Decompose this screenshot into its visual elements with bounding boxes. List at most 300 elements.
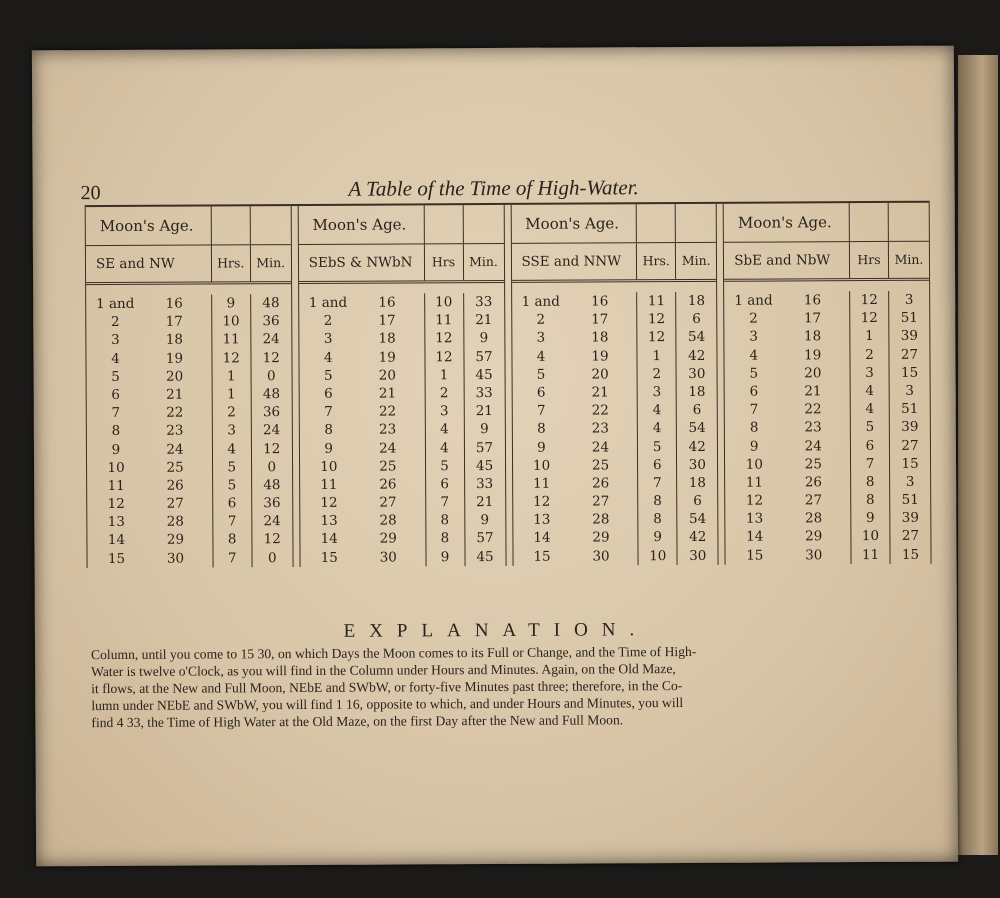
minutes-cell: 54: [688, 420, 706, 437]
day-cell: 26: [166, 477, 184, 494]
hours-cell: 2: [439, 385, 449, 402]
explanation-line: Column, until you come to 15 30, on which Days the Moon comes to its Full or Change, and the Time of High-: [90, 643, 697, 663]
day-cell: 1 and: [521, 293, 560, 310]
hours-cell: 4: [865, 382, 875, 399]
table-row: [726, 528, 851, 547]
minutes-cell: 33: [475, 384, 493, 402]
book-page: [32, 46, 958, 867]
minutes-cell: 24: [263, 513, 281, 530]
next-page-edge: [958, 55, 998, 855]
day-cell: 30: [379, 549, 397, 566]
day-cell: 25: [591, 457, 610, 474]
header-blank-cell: [888, 203, 929, 241]
table-body: [86, 284, 292, 568]
day-cell: 30: [805, 546, 823, 564]
hours-cell: 10: [649, 547, 667, 564]
table-row: [86, 313, 211, 332]
hours-cell: 5: [227, 459, 237, 476]
table-row: [299, 348, 424, 367]
hours-cell: 5: [227, 477, 237, 494]
day-cell: 15: [320, 549, 338, 566]
table-row: [299, 312, 424, 331]
hours-cell: 1: [652, 347, 662, 364]
table-row: [87, 549, 212, 568]
table-row: [299, 366, 424, 385]
minutes-cell: 27: [901, 528, 920, 545]
minutes-cell: 30: [688, 456, 706, 473]
hours-cell: 2: [227, 404, 236, 421]
minutes-cell: 21: [475, 312, 493, 329]
day-cell: 13: [107, 514, 125, 531]
day-cell: 23: [804, 419, 822, 436]
table-body: [724, 281, 930, 565]
day-cell: 9: [324, 440, 334, 457]
header-blank-cell: [636, 204, 675, 242]
minutes-cell: 9: [480, 421, 489, 438]
header-blank-cell: [675, 204, 716, 242]
day-cell: 17: [165, 313, 183, 330]
hours-cell: 7: [653, 475, 662, 492]
hours-cell: 2: [865, 346, 874, 363]
hours-cell: 4: [227, 440, 237, 457]
day-cell: 12: [107, 496, 125, 513]
table-row: [300, 439, 425, 458]
table-row: [512, 347, 637, 366]
minutes-cell: 39: [900, 328, 919, 345]
table-row: [512, 365, 637, 384]
hours-cell: 8: [440, 530, 450, 547]
minutes-cell: 18: [688, 474, 707, 491]
minutes-cell: 39: [901, 419, 919, 436]
hours-cell: 12: [647, 329, 666, 346]
minutes-cell: 15: [900, 364, 919, 381]
day-cell: 24: [379, 440, 397, 457]
minutes-cell: 42: [688, 438, 706, 455]
day-cell: 21: [591, 384, 609, 401]
table-row: [512, 401, 637, 420]
table-body: [512, 282, 718, 566]
header-blank-cell: [462, 205, 503, 243]
explanation-line: find 4 33, the Time of High Water at the Old Maze, on the first Day after the New and Full Moon.: [91, 712, 624, 731]
table-row: [725, 491, 850, 510]
hours-cell: 6: [227, 495, 237, 512]
hours-column: [211, 294, 251, 567]
minutes-cell: 36: [262, 313, 280, 330]
table-row: [513, 474, 638, 493]
table-row: [513, 492, 638, 511]
day-cell: 7: [324, 403, 333, 421]
table-row: [300, 421, 425, 440]
day-cell: 18: [165, 332, 184, 349]
direction-header: SbE and NbW: [734, 252, 831, 269]
day-cell: 4: [323, 349, 333, 366]
hours-cell: 7: [227, 513, 237, 530]
day-cell: 5: [536, 366, 546, 383]
hours-column: [636, 292, 676, 565]
table-row: [87, 495, 212, 514]
day-cell: 5: [111, 368, 120, 385]
table-row: [87, 404, 212, 423]
day-cell: 24: [804, 437, 822, 454]
day-cell: 10: [107, 459, 125, 476]
hours-cell: 11: [861, 546, 880, 563]
day-cell: 5: [323, 367, 333, 384]
day-cell: 2: [110, 314, 120, 331]
hours-cell: 10: [435, 294, 453, 311]
day-cell: 16: [165, 295, 183, 312]
table-row: [513, 511, 638, 530]
day-cell: 6: [324, 385, 333, 402]
age-header-row: [511, 204, 716, 244]
minutes-cell: 0: [267, 458, 277, 475]
hours-header: Hrs.: [636, 243, 675, 279]
minutes-cell: 45: [476, 548, 494, 565]
hours-cell: 12: [647, 311, 666, 328]
hours-header: Hrs: [423, 244, 462, 280]
minutes-cell: 45: [475, 457, 494, 474]
minutes-header: Min.: [250, 245, 291, 281]
header-blank-cell: [210, 206, 249, 244]
day-cell: 29: [166, 532, 185, 549]
day-cell: 21: [804, 383, 822, 400]
hours-header: Hrs.: [211, 245, 250, 281]
day-cell: 17: [378, 312, 396, 329]
day-cell: 20: [804, 365, 822, 382]
day-cell: 28: [804, 510, 823, 527]
day-cell: 10: [320, 458, 338, 475]
day-cell: 8: [324, 422, 333, 439]
day-cell: 25: [379, 458, 397, 475]
day-cell: 18: [378, 330, 396, 347]
day-cell: 7: [749, 401, 759, 418]
day-cell: 19: [804, 346, 822, 363]
day-cell: 4: [749, 347, 759, 364]
day-cell: 3: [536, 330, 546, 347]
table-row: [724, 291, 849, 310]
day-cell: 6: [536, 384, 546, 401]
minutes-header: Min.: [888, 242, 929, 278]
day-cell: 28: [379, 512, 397, 529]
day-cell: 12: [533, 493, 551, 510]
day-cell: 18: [591, 329, 609, 346]
table-blocks: [85, 203, 932, 568]
minutes-cell: 27: [900, 346, 919, 363]
table-row: [300, 493, 425, 512]
hours-cell: 5: [440, 457, 449, 474]
day-cell: 8: [111, 423, 121, 440]
day-cell: 16: [378, 294, 396, 311]
day-cell: 26: [379, 476, 397, 493]
direction-header: SSE and NNW: [521, 253, 622, 270]
days-column: [724, 291, 850, 564]
hours-cell: 8: [440, 512, 450, 529]
table-row: [725, 364, 850, 383]
minutes-cell: 15: [901, 455, 919, 472]
minutes-cell: 57: [475, 348, 493, 365]
day-cell: 17: [803, 310, 822, 327]
hours-cell: 7: [440, 494, 450, 511]
age-header-row: [86, 206, 291, 246]
day-cell: 28: [592, 511, 610, 528]
hours-cell: 11: [435, 312, 453, 329]
table-row: [726, 509, 851, 528]
day-cell: 20: [165, 368, 184, 385]
minutes-column: [888, 291, 930, 564]
minutes-cell: 51: [900, 309, 918, 327]
table-row: [725, 400, 850, 419]
table-block: [510, 204, 719, 566]
day-cell: 3: [323, 331, 333, 348]
age-header-row: [298, 205, 503, 245]
day-cell: 8: [537, 421, 546, 438]
day-cell: 10: [745, 456, 763, 473]
minutes-cell: 18: [688, 383, 706, 400]
day-cell: 22: [591, 402, 609, 419]
hours-cell: 8: [865, 473, 875, 490]
table-row: [512, 292, 637, 311]
day-cell: 15: [107, 550, 126, 567]
minutes-cell: 12: [263, 531, 281, 548]
day-cell: 25: [804, 455, 822, 473]
hours-cell: 3: [865, 364, 874, 381]
high-water-table: [85, 201, 932, 568]
table-row: [87, 531, 212, 550]
table-row: [512, 420, 637, 439]
hours-cell: 7: [227, 549, 237, 567]
table-row: [725, 437, 850, 456]
moon-age-header: Moon's Age.: [312, 215, 407, 234]
day-cell: 3: [111, 332, 120, 349]
moon-age-header: Moon's Age.: [525, 214, 620, 233]
day-cell: 28: [166, 513, 184, 530]
table-row: [513, 456, 638, 475]
day-cell: 25: [166, 459, 184, 476]
day-cell: 27: [592, 493, 610, 510]
minutes-cell: 21: [476, 494, 494, 511]
minutes-header: Min.: [675, 243, 716, 279]
hours-cell: 11: [222, 331, 240, 348]
minutes-cell: 51: [901, 400, 919, 417]
minutes-cell: 30: [688, 365, 706, 382]
day-cell: 16: [591, 293, 609, 310]
minutes-cell: 57: [476, 530, 494, 547]
direction-header-row: [86, 245, 291, 285]
minutes-cell: 9: [480, 512, 490, 529]
hours-cell: 1: [227, 386, 236, 403]
day-cell: 2: [749, 310, 758, 327]
minutes-cell: 33: [476, 475, 494, 492]
day-cell: 19: [591, 347, 609, 365]
day-cell: 14: [746, 529, 764, 546]
direction-header: SE and NW: [95, 255, 175, 273]
hours-cell: 3: [227, 422, 236, 439]
day-cell: 16: [803, 292, 822, 309]
header-blank-cell: [423, 205, 462, 243]
minutes-cell: 24: [262, 422, 281, 439]
day-cell: 4: [111, 350, 120, 367]
table-block: [297, 205, 506, 567]
minutes-column: [250, 294, 292, 567]
day-cell: 22: [804, 401, 822, 418]
minutes-cell: 12: [262, 349, 280, 366]
hours-cell: 12: [435, 330, 453, 347]
minutes-cell: 33: [475, 294, 493, 311]
header-blank-cell: [849, 203, 888, 241]
day-cell: 27: [379, 494, 397, 511]
moon-age-header: Moon's Age.: [99, 216, 194, 236]
table-row: [299, 330, 424, 349]
hours-cell: 3: [439, 403, 449, 420]
day-cell: 6: [111, 386, 121, 403]
table-block: [85, 206, 294, 568]
table-row: [299, 402, 424, 421]
day-cell: 29: [379, 530, 397, 548]
minutes-cell: 30: [689, 547, 707, 564]
table-row: [86, 349, 211, 368]
day-cell: 23: [378, 421, 397, 438]
day-cell: 7: [111, 405, 121, 422]
table-row: [300, 530, 425, 549]
explanation-line: Water is twelve o'Clock, as you will find in the Column under Hours and Minutes. Again, on the Old Maze,: [91, 661, 676, 680]
hours-cell: 1: [439, 366, 449, 384]
day-cell: 11: [533, 475, 551, 492]
minutes-cell: 21: [475, 403, 493, 420]
table-row: [300, 475, 425, 494]
day-cell: 22: [166, 404, 184, 421]
table-row: [299, 293, 424, 312]
table-row: [86, 294, 211, 313]
hours-cell: 10: [222, 313, 240, 330]
hours-cell: 1: [226, 368, 236, 385]
minutes-column: [463, 293, 505, 566]
table-row: [724, 309, 849, 328]
day-cell: 29: [592, 529, 610, 546]
table-row: [87, 440, 212, 459]
day-cell: 30: [592, 548, 610, 565]
header-blank-cell: [249, 206, 290, 244]
table-row: [725, 473, 850, 492]
hours-cell: 4: [440, 439, 449, 456]
day-cell: 3: [749, 328, 758, 346]
day-cell: 9: [111, 441, 121, 458]
minutes-cell: 3: [905, 473, 915, 490]
hours-cell: 7: [865, 455, 875, 472]
hours-cell: 5: [652, 438, 662, 455]
minutes-cell: 12: [263, 440, 281, 457]
table-row: [87, 458, 212, 477]
hours-cell: 2: [652, 365, 662, 382]
hours-cell: 10: [861, 528, 880, 545]
day-cell: 13: [320, 513, 338, 530]
day-cell: 9: [749, 438, 759, 455]
table-row: [299, 384, 424, 403]
day-cell: 2: [536, 311, 546, 328]
explanation-line: it flows, at the New and Full Moon, NEbE and SWbW, or forty-five Minutes past three; therefore, in the Co-: [91, 678, 683, 697]
minutes-cell: 45: [475, 366, 493, 383]
minutes-cell: 27: [901, 437, 919, 454]
hours-cell: 4: [865, 401, 875, 418]
table-row: [87, 476, 212, 495]
table-row: [513, 529, 638, 548]
day-cell: 23: [166, 422, 184, 440]
day-cell: 15: [533, 548, 551, 565]
age-header-row: [724, 203, 929, 243]
hours-cell: 12: [435, 348, 453, 365]
day-cell: 5: [749, 365, 759, 382]
hours-cell: 9: [440, 548, 450, 565]
minutes-cell: 3: [905, 382, 915, 399]
day-cell: 23: [591, 420, 609, 437]
explanation-text: [91, 642, 951, 732]
table-row: [512, 329, 637, 348]
day-cell: 18: [803, 328, 822, 345]
day-cell: 27: [166, 495, 184, 512]
minutes-cell: 51: [901, 491, 919, 508]
table-row: [87, 422, 212, 441]
hours-cell: 6: [865, 437, 875, 454]
table-row: [300, 457, 425, 476]
minutes-cell: 42: [688, 347, 706, 364]
day-cell: 12: [320, 494, 338, 511]
hours-cell: 3: [652, 384, 662, 401]
minutes-cell: 48: [262, 386, 281, 403]
explanation-title: EXPLANATION.: [343, 619, 649, 642]
day-cell: 19: [378, 349, 396, 366]
table-row: [513, 547, 638, 566]
day-cell: 17: [591, 311, 609, 328]
days-column: [512, 292, 638, 565]
days-column: [86, 294, 212, 567]
table-row: [87, 513, 212, 532]
day-cell: 12: [745, 492, 764, 509]
minutes-cell: 6: [692, 402, 702, 419]
table-row: [725, 346, 850, 365]
table-row: [300, 512, 425, 531]
day-cell: 11: [320, 476, 338, 493]
table-row: [725, 328, 850, 347]
day-cell: 1 and: [308, 294, 348, 311]
day-cell: 14: [320, 531, 338, 548]
direction-header-row: [299, 244, 504, 284]
day-cell: 29: [805, 528, 823, 545]
minutes-cell: 54: [687, 329, 706, 346]
minutes-cell: 6: [692, 311, 701, 328]
direction-header-row: [511, 243, 716, 283]
day-cell: 14: [533, 530, 551, 547]
page-number: 20: [80, 182, 101, 205]
minutes-cell: 57: [475, 439, 494, 456]
hours-cell: 6: [652, 456, 662, 473]
day-cell: 24: [591, 438, 610, 455]
day-cell: 4: [536, 348, 546, 365]
table-body: [299, 283, 505, 567]
hours-cell: 9: [226, 295, 236, 312]
hours-cell: 9: [865, 510, 875, 527]
day-cell: 19: [165, 350, 184, 367]
moon-age-header: Moon's Age.: [737, 213, 832, 232]
day-cell: 20: [591, 366, 609, 383]
day-cell: 15: [746, 547, 764, 564]
days-column: [299, 293, 425, 566]
hours-cell: 9: [653, 529, 663, 546]
hours-cell: 5: [865, 419, 875, 436]
day-cell: 26: [804, 474, 823, 491]
minutes-cell: 24: [262, 331, 280, 348]
hours-cell: 4: [652, 420, 662, 437]
day-cell: 21: [378, 385, 397, 402]
hours-cell: 4: [652, 402, 662, 419]
minutes-cell: 9: [479, 330, 489, 347]
